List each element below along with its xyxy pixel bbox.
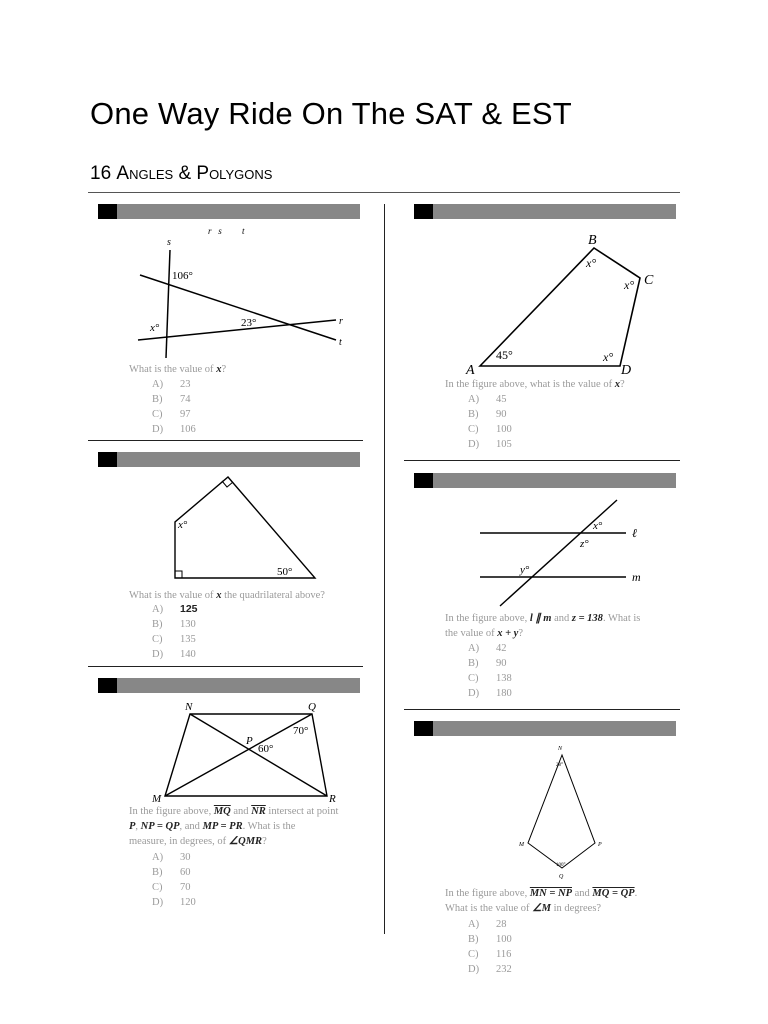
option-d[interactable] xyxy=(464,962,512,977)
condition-parallel: l ∥ m xyxy=(529,613,552,624)
option-letter: A) xyxy=(468,394,480,405)
stem-text: ? xyxy=(262,836,267,847)
angle-qmr: ∠QMR xyxy=(228,836,263,847)
option-text: 106 xyxy=(180,424,196,435)
label-n: N xyxy=(558,746,563,752)
option-text: 125 xyxy=(180,603,198,615)
option-text: 100 xyxy=(496,934,512,945)
figure-caption: r s t xyxy=(208,226,245,236)
angle-m: ∠M xyxy=(532,903,551,914)
option-letter: D) xyxy=(152,649,164,660)
stem-variable: x xyxy=(216,590,222,601)
expression-x-plus-y: x + y xyxy=(497,628,519,639)
option-letter: C) xyxy=(152,634,163,645)
angle-x: x° xyxy=(593,520,603,532)
option-text: 116 xyxy=(496,949,512,960)
label-n: N xyxy=(185,701,193,713)
option-letter: A) xyxy=(152,379,164,390)
option-c[interactable] xyxy=(464,947,512,962)
option-text: 232 xyxy=(496,964,512,975)
option-letter: D) xyxy=(152,897,164,908)
angle-x-c: x° xyxy=(624,278,635,292)
label-c: C xyxy=(644,273,654,288)
option-letter: A) xyxy=(468,643,480,654)
option-letter: C) xyxy=(468,949,479,960)
stem-text: , xyxy=(135,821,141,832)
label-b: B xyxy=(588,233,597,248)
stem-text: and xyxy=(230,806,252,817)
label-q: Q xyxy=(308,701,316,713)
option-text: 45 xyxy=(496,394,507,405)
stem-text: What is the value of xyxy=(445,903,533,914)
stem-variable: x xyxy=(216,364,222,375)
option-text: 135 xyxy=(180,634,196,645)
q6-options xyxy=(464,917,512,977)
option-text: 90 xyxy=(496,658,507,669)
label-m: M xyxy=(152,793,162,805)
stem-text: In the figure above, xyxy=(129,806,214,817)
option-text: 105 xyxy=(496,439,512,450)
option-letter: A) xyxy=(152,604,164,615)
option-text: 23 xyxy=(180,379,191,390)
stem-text: . xyxy=(634,888,638,899)
stem-text: and xyxy=(551,613,572,624)
segment-nr: $\overline{NR}$ xyxy=(251,806,266,817)
stem-text: measure, in degrees, of xyxy=(129,836,229,847)
option-letter: D) xyxy=(468,964,480,975)
option-letter: B) xyxy=(152,619,163,630)
option-letter: B) xyxy=(152,394,163,405)
stem-text-end: ? xyxy=(619,379,625,390)
option-text: 74 xyxy=(180,394,191,405)
stem-text: In the figure above, xyxy=(445,613,530,624)
option-letter: C) xyxy=(152,882,163,893)
stem-variable: x xyxy=(614,379,620,390)
segment-mq: $\overline{MQ}$ xyxy=(213,806,231,817)
option-text: 120 xyxy=(180,897,196,908)
angle-x-b: x° xyxy=(586,256,597,270)
option-letter: A) xyxy=(152,852,164,863)
angle-45: 45° xyxy=(496,348,513,362)
stem-text: , and xyxy=(179,821,203,832)
label-q: Q xyxy=(559,874,564,880)
stem-text: What is the value of xyxy=(129,364,217,375)
condition-mp-pr: MP = PR xyxy=(202,821,243,832)
label-s: s xyxy=(167,237,171,248)
angle-50: 50° xyxy=(277,566,293,578)
option-letter: B) xyxy=(468,658,479,669)
condition-z: z = 138 xyxy=(571,613,603,624)
stem-text-end: the quadrilateral above? xyxy=(221,590,325,601)
option-text: 90 xyxy=(496,409,507,420)
stem-text: ? xyxy=(518,628,524,639)
label-r: R xyxy=(329,793,336,805)
label-p: P xyxy=(598,842,602,848)
option-letter: C) xyxy=(152,409,163,420)
option-text: 60 xyxy=(180,867,191,878)
option-b[interactable] xyxy=(464,932,512,947)
option-letter: D) xyxy=(468,439,480,450)
stem-text: What is the value of xyxy=(129,590,217,601)
angle-60: 60° xyxy=(258,743,274,755)
angle-106: 106° xyxy=(172,270,193,282)
option-text: 28 xyxy=(496,919,507,930)
stem-text: In the figure above, xyxy=(445,888,530,899)
q6-stem xyxy=(445,886,675,916)
stem-text: . What is xyxy=(602,613,641,624)
option-letter: A) xyxy=(468,919,480,930)
option-text: 138 xyxy=(496,673,512,684)
stem-text-end: ? xyxy=(221,364,227,375)
option-letter: C) xyxy=(468,424,479,435)
condition-mn-np: MN = NP xyxy=(529,888,572,899)
option-text: 180 xyxy=(496,688,512,699)
option-text: 130 xyxy=(180,619,196,630)
angle-z: z° xyxy=(580,538,589,550)
angle-70: 70° xyxy=(293,725,309,737)
option-text: 97 xyxy=(180,409,191,420)
option-text: 140 xyxy=(180,649,196,660)
angle-28: 28° xyxy=(556,763,563,768)
option-letter: D) xyxy=(468,688,480,699)
condition-mq-qp: MQ = QP xyxy=(592,888,635,899)
option-text: 42 xyxy=(496,643,507,654)
stem-text: . What is the xyxy=(242,821,296,832)
label-d: D xyxy=(621,363,632,378)
label-t: t xyxy=(339,337,342,348)
section-number: 16 xyxy=(90,163,112,184)
option-letter: B) xyxy=(468,409,479,420)
stem-text: the value of xyxy=(445,628,498,639)
option-text: 30 xyxy=(180,852,191,863)
angle-x-d: x° xyxy=(603,350,614,364)
point-p: P xyxy=(129,821,136,832)
label-r: r xyxy=(339,316,343,327)
label-a: A xyxy=(466,363,475,378)
angle-x: x° xyxy=(178,519,188,531)
label-p: P xyxy=(246,735,253,747)
option-letter: B) xyxy=(468,934,479,945)
stem-text: intersect at point xyxy=(265,806,339,817)
option-letter: C) xyxy=(468,673,479,684)
option-letter: D) xyxy=(152,424,164,435)
stem-text: in degrees? xyxy=(550,903,602,914)
angle-x: x° xyxy=(150,322,160,334)
section-title-text: Angles & Polygons xyxy=(116,163,273,184)
label-l: ℓ xyxy=(632,526,637,540)
option-a[interactable] xyxy=(464,917,512,932)
angle-23: 23° xyxy=(241,317,257,329)
condition-np-qp: NP = QP xyxy=(140,821,180,832)
stem-text: and xyxy=(572,888,593,899)
label-m: M xyxy=(519,842,524,848)
option-text: 70 xyxy=(180,882,191,893)
option-letter: B) xyxy=(152,867,163,878)
stem-text: In the figure above, what is the value of xyxy=(445,379,615,390)
option-text: 100 xyxy=(496,424,512,435)
angle-y: y° xyxy=(520,564,530,576)
angle-100: 100° xyxy=(556,863,566,868)
label-m: m xyxy=(632,570,641,584)
document-title: One Way Ride On The SAT & EST xyxy=(90,96,572,131)
